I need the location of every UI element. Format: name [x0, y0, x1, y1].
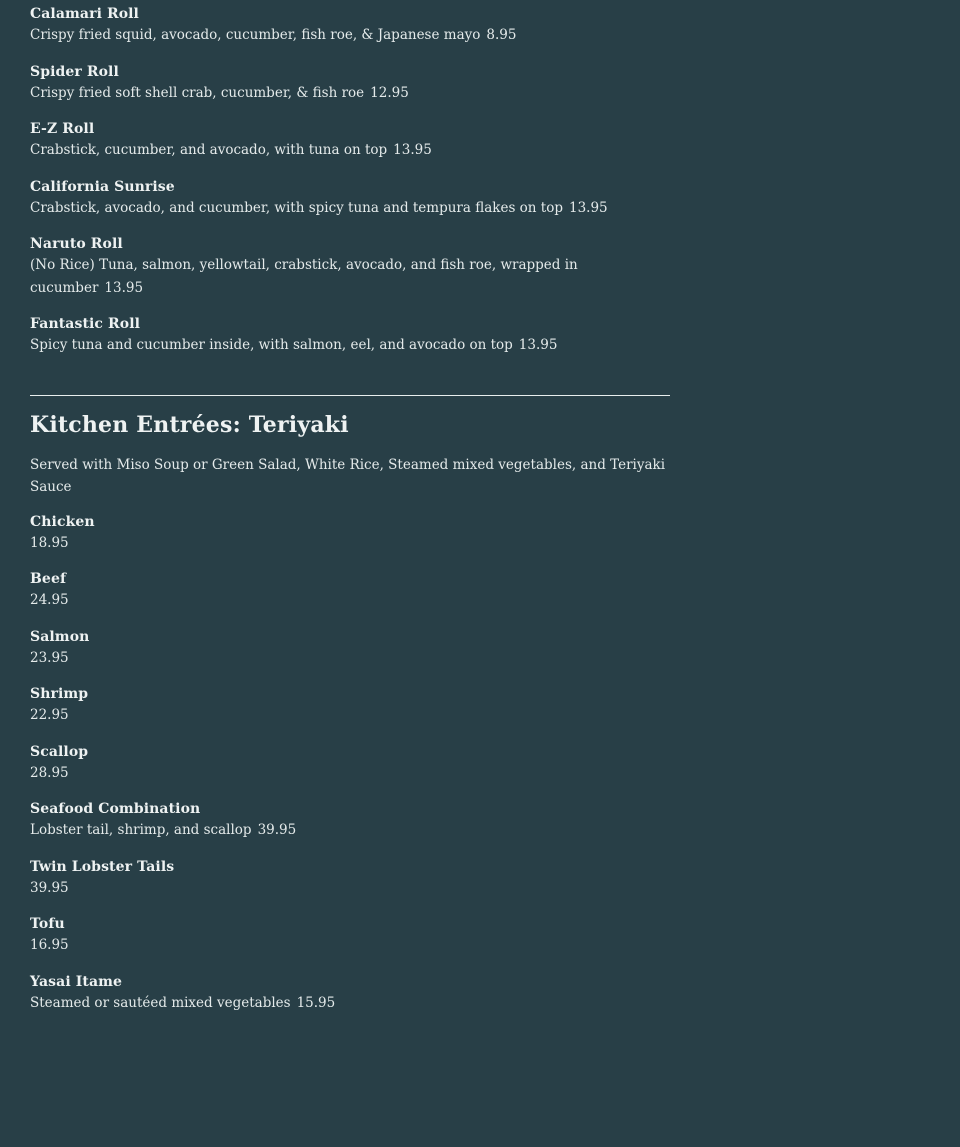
item-name: Calamari Roll [30, 6, 139, 22]
item-name: California Sunrise [30, 178, 175, 195]
item-description [30, 877, 670, 900]
section-title: Kitchen Entrées: Teriyaki [30, 411, 349, 438]
item-price: 13.95 [104, 279, 144, 296]
item-price: 23.95 [30, 649, 69, 666]
menu-item [30, 857, 670, 900]
item-price: 24.95 [30, 592, 69, 608]
item-description [30, 992, 670, 1015]
section-divider [30, 395, 670, 396]
item-price: 22.95 [30, 707, 69, 723]
item-name: Shrimp [30, 686, 89, 702]
item-price: 39.95 [30, 879, 69, 896]
item-desc-text: Crispy fried squid, avocado, cucumber, fish roe, & Japanese mayo [30, 27, 481, 43]
item-description [30, 24, 670, 47]
item-desc-text: (No Rice) Tuna, salmon, yellowtail, crabstick, avocado, and fish roe, wrapped in cucumber [30, 257, 578, 296]
menu-item [30, 569, 670, 612]
item-price: 13.95 [568, 199, 608, 216]
item-name: Scallop [30, 743, 89, 760]
item-name: Seafood Combination [30, 801, 201, 817]
item-price: 28.95 [30, 764, 69, 781]
item-description [30, 934, 670, 957]
item-name: Yasai Itame [30, 973, 123, 990]
item-description [30, 704, 670, 727]
item-name: Naruto Roll [30, 236, 123, 252]
item-description [30, 589, 670, 612]
menu-item [30, 627, 670, 670]
item-price: 12.95 [370, 84, 409, 101]
item-description [30, 647, 670, 670]
item-price: 15.95 [296, 994, 336, 1011]
item-name: Fantastic Roll [30, 316, 141, 332]
menu-item [30, 512, 670, 555]
menu-item [30, 4, 670, 47]
item-description [30, 139, 670, 162]
item-name: E-Z Roll [30, 121, 95, 137]
item-description [30, 334, 670, 357]
item-description [30, 532, 670, 555]
item-desc-text: Spicy tuna and cucumber inside, with salmon, eel, and avocado on top [30, 337, 513, 353]
item-name: Salmon [30, 628, 90, 645]
item-description [30, 762, 670, 785]
menu-item [30, 62, 670, 105]
menu-item [30, 314, 670, 357]
item-price: 18.95 [30, 534, 69, 551]
item-desc-text: Steamed or sautéed mixed vegetables [30, 994, 291, 1011]
item-price: 8.95 [486, 27, 517, 43]
section-intro: Served with Miso Soup or Green Salad, White Rice, Steamed mixed vegetables, and Teriyaki Sauce [30, 456, 666, 495]
menu-item [30, 119, 670, 162]
menu-content [30, 0, 670, 1014]
menu-item [30, 234, 670, 299]
menu-item [30, 177, 670, 220]
menu-item [30, 972, 670, 1015]
item-price: 13.95 [393, 142, 432, 158]
item-desc-text: Crabstick, avocado, and cucumber, with spicy tuna and tempura flakes on top [30, 199, 563, 216]
item-name: Spider Roll [30, 63, 119, 80]
menu-item [30, 799, 670, 842]
item-price: 13.95 [518, 337, 558, 353]
menu-item [30, 914, 670, 957]
item-name: Beef [30, 571, 67, 587]
item-name: Twin Lobster Tails [30, 858, 175, 875]
item-price: 39.95 [257, 822, 297, 838]
item-price: 16.95 [30, 937, 69, 953]
menu-item [30, 684, 670, 727]
item-desc-text: Crabstick, cucumber, and avocado, with tuna on top [30, 142, 388, 158]
item-name: Tofu [30, 916, 65, 932]
item-description [30, 82, 670, 105]
item-desc-text: Lobster tail, shrimp, and scallop [30, 822, 252, 838]
item-description [30, 254, 670, 299]
item-description [30, 197, 670, 220]
item-name: Chicken [30, 513, 95, 530]
menu-item [30, 742, 670, 785]
item-description [30, 819, 670, 842]
item-desc-text: Crispy fried soft shell crab, cucumber, & fish roe [30, 84, 365, 101]
